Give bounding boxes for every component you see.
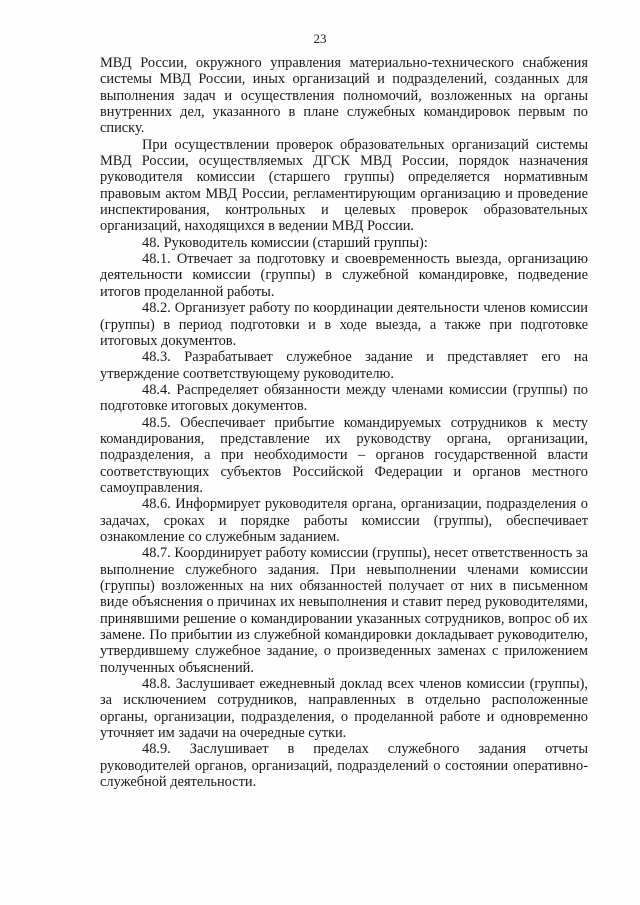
paragraph-48-7: 48.7. Координирует работу комиссии (группы), несет ответственность за выполнение служебного задания. При невыполнении членами комиссии (группы) возложенных на них обязанностей получает от них в письменном виде объяснения о причинах их невыполнения и ставит перед руководителями, принявшими решение о командировании указанных сотрудников, вопрос об их замене. По прибытии из служебной командировки докладывает руководителю, утвердившему служебное задание, о произведенных заменах с приложением полученных объяснений. — [100, 545, 588, 676]
paragraph-48: 48. Руководитель комиссии (старший группы): — [142, 234, 428, 251]
paragraph-48-1: 48.1. Отвечает за подготовку и своевременность выезда, организацию деятельности комиссии (группы) в служебной командировке, подведение итогов проделанной работы. — [100, 251, 588, 300]
paragraph-inspection-order: При осуществлении проверок образовательных организаций системы МВД России, осуществляемых ДГСК МВД России, порядок назначения руководителя комиссии (старшего группы) определяется нормативным правовым актом МВД России, регламентирующим организацию и проведение инспектирования, контрольных и целевых проверок образовательных организаций, находящихся в ведении МВД России. — [100, 136, 588, 235]
paragraph-continuation: МВД России, окружного управления материально-технического снабжения системы МВД России, иных организаций и подразделений, созданных для выполнения задач и осуществления полномочий, возложенных на органы внутренних дел, указанного в плане служебных командировок первым по списку. — [100, 55, 588, 137]
paragraph-48-2: 48.2. Организует работу по координации деятельности членов комиссии (группы) в период подготовки и в ходе выезда, а также при подготовке итоговых документов. — [100, 300, 588, 349]
document-body — [100, 55, 588, 790]
page-number: 23 — [313, 31, 327, 46]
paragraph-48-5: 48.5. Обеспечивает прибытие командируемых сотрудников к месту командирования, представление их руководству органа, организации, подразделения, а при необходимости – органов государственной власти соответствующих субъектов Российской Федерации и органов местного самоуправления. — [100, 414, 588, 496]
paragraph-48-6: 48.6. Информирует руководителя органа, организации, подразделения о задачах, сроках и порядке работы комиссии (группы), обеспечивает ознакомление со служебным заданием. — [100, 496, 588, 545]
paragraph-48-3: 48.3. Разрабатывает служебное задание и представляет его на утверждение соответствующему руководителю. — [100, 349, 588, 382]
paragraph-48-8: 48.8. Заслушивает ежедневный доклад всех членов комиссии (группы), за исключением сотрудников, направленных в отдельно расположенные органы, организации, подразделения, о проделанной работе и одновременно уточняет им задачи на очередные сутки. — [100, 676, 588, 742]
paragraph-48-9: 48.9. Заслушивает в пределах служебного задания отчеты руководителей органов, организаций, подразделений о состоянии оперативно-служебной деятельности. — [100, 741, 588, 791]
paragraph-48-4: 48.4. Распределяет обязанности между членами комиссии (группы) по подготовке итоговых документов. — [100, 381, 588, 415]
